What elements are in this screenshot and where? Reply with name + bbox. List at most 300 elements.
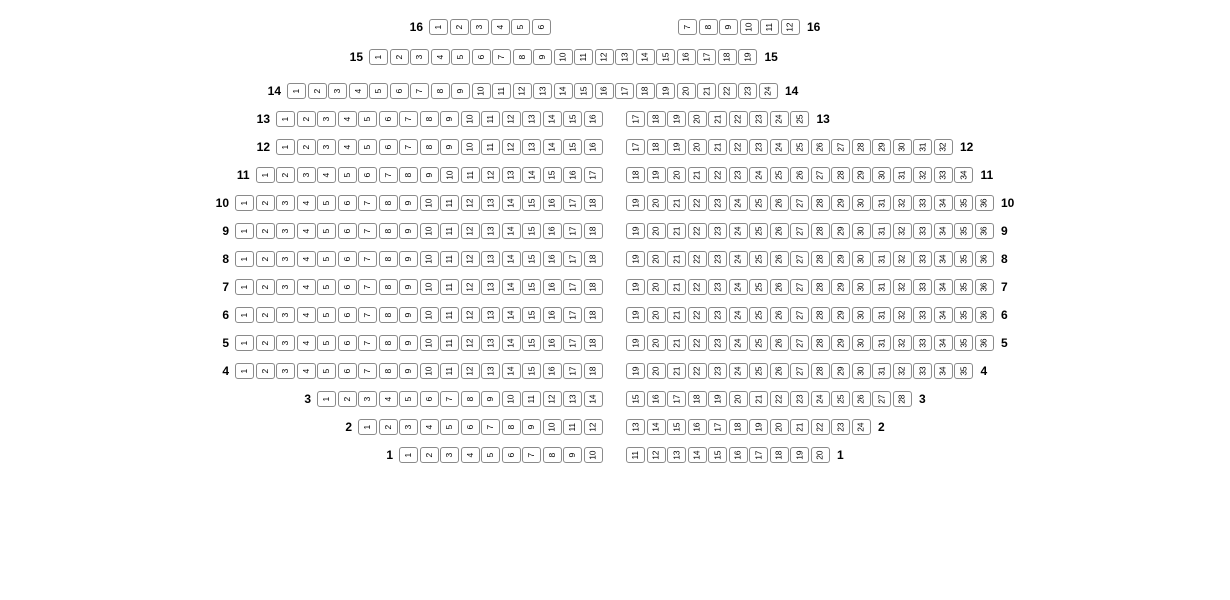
seat[interactable]: 20	[729, 391, 748, 407]
seat[interactable]: 4	[338, 111, 357, 127]
seat[interactable]: 7	[522, 447, 541, 463]
seat[interactable]: 21	[688, 167, 707, 183]
seat[interactable]: 19	[626, 335, 645, 351]
seat[interactable]: 10	[584, 447, 603, 463]
seat[interactable]: 1	[235, 251, 254, 267]
seat[interactable]: 29	[831, 223, 850, 239]
seat[interactable]: 19	[656, 83, 675, 99]
seat[interactable]: 6	[338, 307, 357, 323]
seat[interactable]: 32	[893, 335, 912, 351]
seat[interactable]: 8	[431, 83, 450, 99]
seat[interactable]: 11	[522, 391, 541, 407]
seat[interactable]: 3	[276, 335, 295, 351]
seat[interactable]: 3	[399, 419, 418, 435]
seat[interactable]: 36	[975, 195, 994, 211]
seat[interactable]: 15	[522, 363, 541, 379]
seat[interactable]: 15	[522, 279, 541, 295]
seat[interactable]: 25	[749, 335, 768, 351]
seat[interactable]: 10	[543, 419, 562, 435]
seat[interactable]: 26	[770, 307, 789, 323]
seat[interactable]: 2	[276, 167, 295, 183]
seat[interactable]: 35	[954, 307, 973, 323]
seat[interactable]: 5	[451, 49, 470, 65]
seat[interactable]: 24	[749, 167, 768, 183]
seat[interactable]: 27	[790, 251, 809, 267]
seat[interactable]: 25	[790, 139, 809, 155]
seat[interactable]: 20	[647, 279, 666, 295]
seat[interactable]: 4	[297, 251, 316, 267]
seat[interactable]: 31	[913, 139, 932, 155]
seat[interactable]: 8	[502, 419, 521, 435]
seat[interactable]: 23	[708, 307, 727, 323]
seat[interactable]: 8	[420, 139, 439, 155]
seat[interactable]: 32	[893, 195, 912, 211]
seat[interactable]: 7	[379, 167, 398, 183]
seat[interactable]: 16	[647, 391, 666, 407]
seat[interactable]: 14	[543, 111, 562, 127]
seat[interactable]: 3	[317, 111, 336, 127]
seat[interactable]: 23	[749, 111, 768, 127]
seat[interactable]: 5	[317, 223, 336, 239]
seat[interactable]: 34	[934, 335, 953, 351]
seat[interactable]: 11	[440, 307, 459, 323]
seat[interactable]: 4	[420, 419, 439, 435]
seat[interactable]: 36	[975, 223, 994, 239]
seat[interactable]: 18	[636, 83, 655, 99]
seat[interactable]: 24	[729, 223, 748, 239]
seat[interactable]: 21	[708, 139, 727, 155]
seat[interactable]: 19	[626, 195, 645, 211]
seat[interactable]: 11	[440, 195, 459, 211]
seat[interactable]: 19	[626, 363, 645, 379]
seat[interactable]: 12	[543, 391, 562, 407]
seat[interactable]: 12	[595, 49, 614, 65]
seat[interactable]: 13	[481, 279, 500, 295]
seat[interactable]: 7	[358, 195, 377, 211]
seat[interactable]: 33	[913, 223, 932, 239]
seat[interactable]: 25	[749, 279, 768, 295]
seat[interactable]: 6	[390, 83, 409, 99]
seat[interactable]: 14	[636, 49, 655, 65]
seat[interactable]: 23	[708, 251, 727, 267]
seat[interactable]: 18	[584, 307, 603, 323]
seat[interactable]: 9	[481, 391, 500, 407]
seat[interactable]: 21	[667, 251, 686, 267]
seat[interactable]: 5	[358, 139, 377, 155]
seat[interactable]: 14	[502, 335, 521, 351]
seat[interactable]: 34	[934, 195, 953, 211]
seat[interactable]: 17	[626, 139, 645, 155]
seat[interactable]: 32	[893, 307, 912, 323]
seat[interactable]: 7	[399, 111, 418, 127]
seat[interactable]: 14	[543, 139, 562, 155]
seat[interactable]: 29	[831, 335, 850, 351]
seat[interactable]: 13	[481, 251, 500, 267]
seat[interactable]: 7	[678, 19, 697, 35]
seat[interactable]: 8	[379, 195, 398, 211]
seat[interactable]: 11	[440, 223, 459, 239]
seat[interactable]: 32	[913, 167, 932, 183]
seat[interactable]: 22	[729, 139, 748, 155]
seat[interactable]: 6	[502, 447, 521, 463]
seat[interactable]: 2	[338, 391, 357, 407]
seat[interactable]: 22	[688, 223, 707, 239]
seat[interactable]: 10	[420, 363, 439, 379]
seat[interactable]: 31	[872, 363, 891, 379]
seat[interactable]: 18	[584, 251, 603, 267]
seat[interactable]: 28	[811, 223, 830, 239]
seat[interactable]: 14	[502, 279, 521, 295]
seat[interactable]: 24	[729, 335, 748, 351]
seat[interactable]: 15	[522, 223, 541, 239]
seat[interactable]: 16	[584, 139, 603, 155]
seat[interactable]: 31	[872, 223, 891, 239]
seat[interactable]: 17	[626, 111, 645, 127]
seat[interactable]: 6	[532, 19, 551, 35]
seat[interactable]: 11	[440, 279, 459, 295]
seat[interactable]: 10	[420, 307, 439, 323]
seat[interactable]: 8	[399, 167, 418, 183]
seat[interactable]: 26	[770, 363, 789, 379]
seat[interactable]: 24	[770, 139, 789, 155]
seat[interactable]: 33	[913, 195, 932, 211]
seat[interactable]: 5	[317, 195, 336, 211]
seat[interactable]: 2	[297, 111, 316, 127]
seat[interactable]: 7	[410, 83, 429, 99]
seat[interactable]: 5	[317, 307, 336, 323]
seat[interactable]: 9	[420, 167, 439, 183]
seat[interactable]: 36	[975, 251, 994, 267]
seat[interactable]: 13	[563, 391, 582, 407]
seat[interactable]: 16	[677, 49, 696, 65]
seat[interactable]: 4	[297, 307, 316, 323]
seat[interactable]: 9	[399, 363, 418, 379]
seat[interactable]: 19	[647, 167, 666, 183]
seat[interactable]: 10	[461, 139, 480, 155]
seat[interactable]: 3	[276, 363, 295, 379]
seat[interactable]: 25	[749, 195, 768, 211]
seat[interactable]: 4	[297, 363, 316, 379]
seat[interactable]: 35	[954, 195, 973, 211]
seat[interactable]: 6	[338, 195, 357, 211]
seat[interactable]: 27	[790, 223, 809, 239]
seat[interactable]: 30	[872, 167, 891, 183]
seat[interactable]: 10	[420, 195, 439, 211]
seat[interactable]: 11	[481, 111, 500, 127]
seat[interactable]: 22	[811, 419, 830, 435]
seat[interactable]: 11	[626, 447, 645, 463]
seat[interactable]: 30	[852, 195, 871, 211]
seat[interactable]: 36	[975, 307, 994, 323]
seat[interactable]: 9	[719, 19, 738, 35]
seat[interactable]: 16	[543, 251, 562, 267]
seat[interactable]: 14	[502, 195, 521, 211]
seat[interactable]: 12	[461, 223, 480, 239]
seat[interactable]: 8	[461, 391, 480, 407]
seat[interactable]: 23	[831, 419, 850, 435]
seat[interactable]: 10	[461, 111, 480, 127]
seat[interactable]: 6	[472, 49, 491, 65]
seat[interactable]: 5	[317, 279, 336, 295]
seat[interactable]: 4	[338, 139, 357, 155]
seat[interactable]: 2	[297, 139, 316, 155]
seat[interactable]: 7	[358, 279, 377, 295]
seat[interactable]: 13	[502, 167, 521, 183]
seat[interactable]: 22	[718, 83, 737, 99]
seat[interactable]: 8	[543, 447, 562, 463]
seat[interactable]: 13	[481, 223, 500, 239]
seat[interactable]: 34	[934, 251, 953, 267]
seat[interactable]: 5	[317, 363, 336, 379]
seat[interactable]: 20	[647, 223, 666, 239]
seat[interactable]: 15	[522, 335, 541, 351]
seat[interactable]: 12	[461, 307, 480, 323]
seat[interactable]: 13	[522, 139, 541, 155]
seat[interactable]: 6	[338, 223, 357, 239]
seat[interactable]: 18	[770, 447, 789, 463]
seat[interactable]: 20	[770, 419, 789, 435]
seat[interactable]: 3	[276, 251, 295, 267]
seat[interactable]: 16	[563, 167, 582, 183]
seat[interactable]: 15	[708, 447, 727, 463]
seat[interactable]: 9	[522, 419, 541, 435]
seat[interactable]: 26	[790, 167, 809, 183]
seat[interactable]: 3	[410, 49, 429, 65]
seat[interactable]: 6	[338, 279, 357, 295]
seat[interactable]: 1	[317, 391, 336, 407]
seat[interactable]: 18	[647, 139, 666, 155]
seat[interactable]: 11	[440, 335, 459, 351]
seat[interactable]: 29	[831, 363, 850, 379]
seat[interactable]: 9	[399, 335, 418, 351]
seat[interactable]: 35	[954, 335, 973, 351]
seat[interactable]: 28	[893, 391, 912, 407]
seat[interactable]: 25	[831, 391, 850, 407]
seat[interactable]: 10	[502, 391, 521, 407]
seat[interactable]: 4	[461, 447, 480, 463]
seat[interactable]: 8	[379, 223, 398, 239]
seat[interactable]: 27	[790, 307, 809, 323]
seat[interactable]: 23	[708, 279, 727, 295]
seat[interactable]: 26	[852, 391, 871, 407]
seat[interactable]: 32	[893, 363, 912, 379]
seat[interactable]: 23	[708, 223, 727, 239]
seat[interactable]: 5	[317, 335, 336, 351]
seat[interactable]: 17	[708, 419, 727, 435]
seat[interactable]: 13	[481, 195, 500, 211]
seat[interactable]: 17	[563, 279, 582, 295]
seat[interactable]: 25	[790, 111, 809, 127]
seat[interactable]: 17	[749, 447, 768, 463]
seat[interactable]: 2	[256, 279, 275, 295]
seat[interactable]: 8	[379, 307, 398, 323]
seat[interactable]: 15	[522, 251, 541, 267]
seat[interactable]: 25	[749, 363, 768, 379]
seat[interactable]: 28	[811, 363, 830, 379]
seat[interactable]: 10	[740, 19, 759, 35]
seat[interactable]: 2	[256, 223, 275, 239]
seat[interactable]: 20	[647, 335, 666, 351]
seat[interactable]: 30	[852, 307, 871, 323]
seat[interactable]: 18	[584, 195, 603, 211]
seat[interactable]: 6	[379, 139, 398, 155]
seat[interactable]: 17	[697, 49, 716, 65]
seat[interactable]: 21	[667, 195, 686, 211]
seat[interactable]: 17	[563, 363, 582, 379]
seat[interactable]: 22	[688, 195, 707, 211]
seat[interactable]: 9	[399, 251, 418, 267]
seat[interactable]: 20	[688, 111, 707, 127]
seat[interactable]: 22	[688, 279, 707, 295]
seat[interactable]: 14	[502, 251, 521, 267]
seat[interactable]: 21	[790, 419, 809, 435]
seat[interactable]: 16	[543, 195, 562, 211]
seat[interactable]: 28	[811, 307, 830, 323]
seat[interactable]: 21	[667, 363, 686, 379]
seat[interactable]: 12	[781, 19, 800, 35]
seat[interactable]: 6	[338, 363, 357, 379]
seat[interactable]: 3	[276, 307, 295, 323]
seat[interactable]: 21	[697, 83, 716, 99]
seat[interactable]: 24	[729, 363, 748, 379]
seat[interactable]: 23	[708, 335, 727, 351]
seat[interactable]: 3	[297, 167, 316, 183]
seat[interactable]: 7	[358, 251, 377, 267]
seat[interactable]: 23	[749, 139, 768, 155]
seat[interactable]: 1	[287, 83, 306, 99]
seat[interactable]: 23	[708, 363, 727, 379]
seat[interactable]: 30	[852, 335, 871, 351]
seat[interactable]: 12	[461, 363, 480, 379]
seat[interactable]: 1	[235, 363, 254, 379]
seat[interactable]: 1	[429, 19, 448, 35]
seat[interactable]: 15	[563, 139, 582, 155]
seat[interactable]: 12	[461, 195, 480, 211]
seat[interactable]: 16	[688, 419, 707, 435]
seat[interactable]: 17	[563, 335, 582, 351]
seat[interactable]: 18	[729, 419, 748, 435]
seat[interactable]: 34	[934, 279, 953, 295]
seat[interactable]: 17	[563, 307, 582, 323]
seat[interactable]: 25	[749, 251, 768, 267]
seat[interactable]: 11	[440, 363, 459, 379]
seat[interactable]: 15	[574, 83, 593, 99]
seat[interactable]: 14	[688, 447, 707, 463]
seat[interactable]: 20	[667, 167, 686, 183]
seat[interactable]: 30	[852, 279, 871, 295]
seat[interactable]: 11	[492, 83, 511, 99]
seat[interactable]: 14	[502, 307, 521, 323]
seat[interactable]: 29	[831, 195, 850, 211]
seat[interactable]: 29	[831, 279, 850, 295]
seat[interactable]: 12	[502, 139, 521, 155]
seat[interactable]: 36	[975, 279, 994, 295]
seat[interactable]: 1	[235, 223, 254, 239]
seat[interactable]: 3	[328, 83, 347, 99]
seat[interactable]: 7	[440, 391, 459, 407]
seat[interactable]: 2	[420, 447, 439, 463]
seat[interactable]: 17	[563, 195, 582, 211]
seat[interactable]: 16	[584, 111, 603, 127]
seat[interactable]: 20	[647, 195, 666, 211]
seat[interactable]: 21	[667, 307, 686, 323]
seat[interactable]: 5	[338, 167, 357, 183]
seat[interactable]: 3	[470, 19, 489, 35]
seat[interactable]: 18	[584, 335, 603, 351]
seat[interactable]: 8	[513, 49, 532, 65]
seat[interactable]: 6	[338, 251, 357, 267]
seat[interactable]: 18	[584, 363, 603, 379]
seat[interactable]: 10	[440, 167, 459, 183]
seat[interactable]: 8	[379, 279, 398, 295]
seat[interactable]: 12	[647, 447, 666, 463]
seat[interactable]: 33	[913, 279, 932, 295]
seat[interactable]: 7	[481, 419, 500, 435]
seat[interactable]: 21	[708, 111, 727, 127]
seat[interactable]: 11	[760, 19, 779, 35]
seat[interactable]: 12	[584, 419, 603, 435]
seat[interactable]: 7	[358, 223, 377, 239]
seat[interactable]: 28	[831, 167, 850, 183]
seat[interactable]: 19	[708, 391, 727, 407]
seat[interactable]: 35	[954, 279, 973, 295]
seat[interactable]: 5	[440, 419, 459, 435]
seat[interactable]: 8	[379, 363, 398, 379]
seat[interactable]: 15	[543, 167, 562, 183]
seat[interactable]: 17	[584, 167, 603, 183]
seat[interactable]: 13	[481, 307, 500, 323]
seat[interactable]: 9	[451, 83, 470, 99]
seat[interactable]: 4	[431, 49, 450, 65]
seat[interactable]: 29	[831, 307, 850, 323]
seat[interactable]: 11	[563, 419, 582, 435]
seat[interactable]: 10	[554, 49, 573, 65]
seat[interactable]: 17	[667, 391, 686, 407]
seat[interactable]: 24	[729, 195, 748, 211]
seat[interactable]: 23	[729, 167, 748, 183]
seat[interactable]: 26	[770, 335, 789, 351]
seat[interactable]: 9	[399, 279, 418, 295]
seat[interactable]: 3	[276, 279, 295, 295]
seat[interactable]: 9	[399, 307, 418, 323]
seat[interactable]: 28	[811, 279, 830, 295]
seat[interactable]: 16	[543, 363, 562, 379]
seat[interactable]: 1	[235, 195, 254, 211]
seat[interactable]: 17	[615, 83, 634, 99]
seat[interactable]: 31	[872, 279, 891, 295]
seat[interactable]: 22	[688, 307, 707, 323]
seat[interactable]: 19	[749, 419, 768, 435]
seat[interactable]: 2	[256, 363, 275, 379]
seat[interactable]: 8	[699, 19, 718, 35]
seat[interactable]: 26	[770, 279, 789, 295]
seat[interactable]: 22	[729, 111, 748, 127]
seat[interactable]: 13	[481, 363, 500, 379]
seat[interactable]: 25	[749, 223, 768, 239]
seat[interactable]: 21	[667, 279, 686, 295]
seat[interactable]: 2	[390, 49, 409, 65]
seat[interactable]: 8	[379, 335, 398, 351]
seat[interactable]: 20	[647, 251, 666, 267]
seat[interactable]: 2	[379, 419, 398, 435]
seat[interactable]: 17	[563, 223, 582, 239]
seat[interactable]: 14	[647, 419, 666, 435]
seat[interactable]: 4	[297, 279, 316, 295]
seat[interactable]: 4	[379, 391, 398, 407]
seat[interactable]: 2	[256, 307, 275, 323]
seat[interactable]: 4	[317, 167, 336, 183]
seat[interactable]: 19	[626, 223, 645, 239]
